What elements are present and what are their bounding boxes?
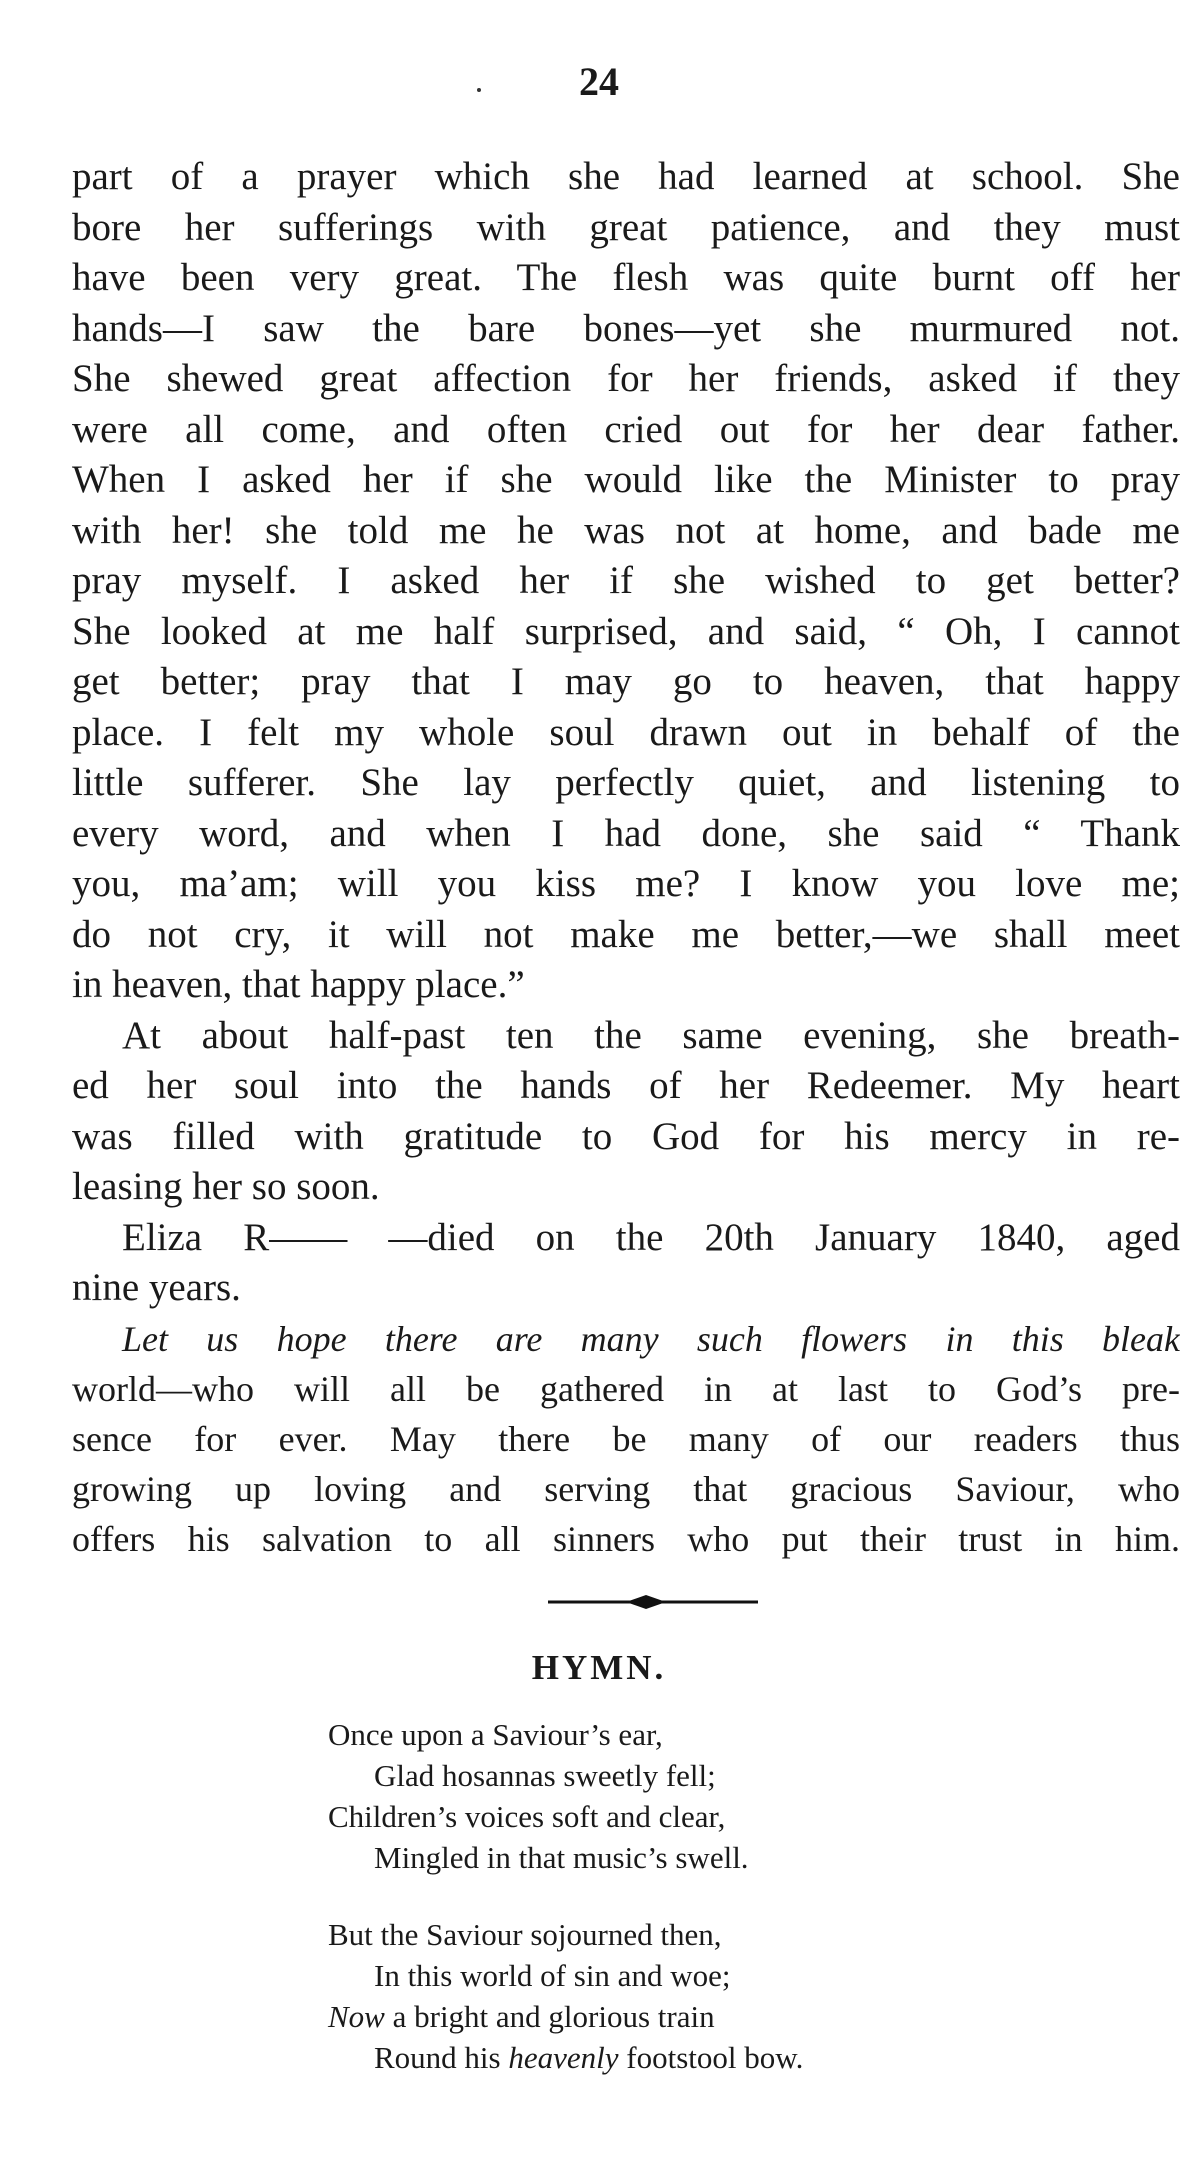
text-line: At about half-past ten the same evening, she breath- — [122, 1013, 1180, 1057]
text-line: She looked at me half surprised, and said, “ Oh, I cannot — [72, 609, 1180, 653]
verse-line-rest: a bright and glorious train — [384, 1999, 715, 2034]
verse-line: In this world of sin and woe; — [374, 1958, 731, 1993]
verse-line: Mingled in that music’s swell. — [374, 1840, 749, 1875]
verse-line: Children’s voices soft and clear, — [328, 1799, 726, 1834]
body-text — [72, 152, 1180, 1564]
verse-line-end: footstool bow. — [618, 2040, 804, 2075]
text-line: sence for ever. May there be many of our readers thus — [72, 1418, 1180, 1459]
page-number: 24 — [579, 59, 619, 104]
text-line: Eliza R—— —died on the 20th January 1840, aged — [122, 1215, 1180, 1259]
text-line: ed her soul into the hands of her Redeemer. My heart — [72, 1064, 1180, 1107]
text-line: part of a prayer which she had learned at school. She — [72, 155, 1180, 198]
text-line: every word, and when I had done, she said “ Thank — [72, 811, 1180, 855]
text-line: was filled with gratitude to God for his mercy in re- — [72, 1114, 1180, 1158]
hymn-title: HYMN. — [531, 1648, 667, 1687]
ornamental-divider — [548, 1594, 758, 1610]
text-line: bore her sufferings with great patience, and they must — [72, 205, 1180, 249]
text-line: have been very great. The flesh was quite burnt off her — [72, 256, 1180, 299]
text-line: pray myself. I asked her if she wished to get better? — [72, 559, 1180, 602]
verse-line: But the Saviour sojourned then, — [328, 1917, 722, 1952]
text-line: She shewed great affection for her friends, asked if they — [72, 357, 1180, 400]
text-line: little sufferer. She lay perfectly quiet, and listening to — [72, 761, 1180, 804]
paragraph-1 — [72, 152, 1180, 1011]
hymn-stanza-2 — [328, 1914, 1028, 2078]
emphasis-now: Now — [328, 1999, 385, 2034]
text-line: you, ma’am; will you kiss me? I know you love me; — [72, 862, 1180, 905]
verse-line — [328, 1996, 1028, 2037]
text-line: with her! she told me he was not at home, and bade me — [72, 508, 1180, 552]
text-line: growing up loving and serving that gracious Saviour, who — [72, 1468, 1180, 1509]
hymn-stanza-1 — [328, 1714, 1028, 1878]
text-line: in heaven, that happy place.” — [72, 963, 525, 1006]
text-line: get better; pray that I may go to heaven, that happy — [72, 660, 1180, 703]
text-line: When I asked her if she would like the Minister to pray — [72, 458, 1180, 501]
paragraph-4 — [72, 1314, 1180, 1564]
text-line: were all come, and often cried out for her dear father. — [72, 407, 1180, 451]
text-line: do not cry, it will not make me better,—we shall meet — [72, 912, 1180, 956]
text-line: world—who will all be gathered in at last to God’s pre- — [72, 1368, 1180, 1409]
verse-line — [328, 2037, 1028, 2078]
text-line: leasing her so soon. — [72, 1165, 380, 1208]
emphasis-heavenly: heavenly — [508, 2040, 619, 2075]
verse-line-start: Round his — [374, 2040, 509, 2075]
verse-line: Once upon a Saviour’s ear, — [328, 1717, 663, 1752]
text-line: hands—I saw the bare bones—yet she murmured not. — [72, 306, 1180, 350]
paragraph-3 — [72, 1213, 1180, 1314]
text-line: offers his salvation to all sinners who put their trust in him. — [72, 1518, 1180, 1559]
text-line: Let us hope there are many such flowers in this bleak — [122, 1318, 1180, 1359]
print-speck — [477, 88, 481, 92]
paragraph-2 — [72, 1011, 1180, 1213]
text-line: nine years. — [72, 1266, 241, 1309]
text-line: place. I felt my whole soul drawn out in behalf of the — [72, 710, 1180, 754]
verse-line: Glad hosannas sweetly fell; — [374, 1758, 716, 1793]
